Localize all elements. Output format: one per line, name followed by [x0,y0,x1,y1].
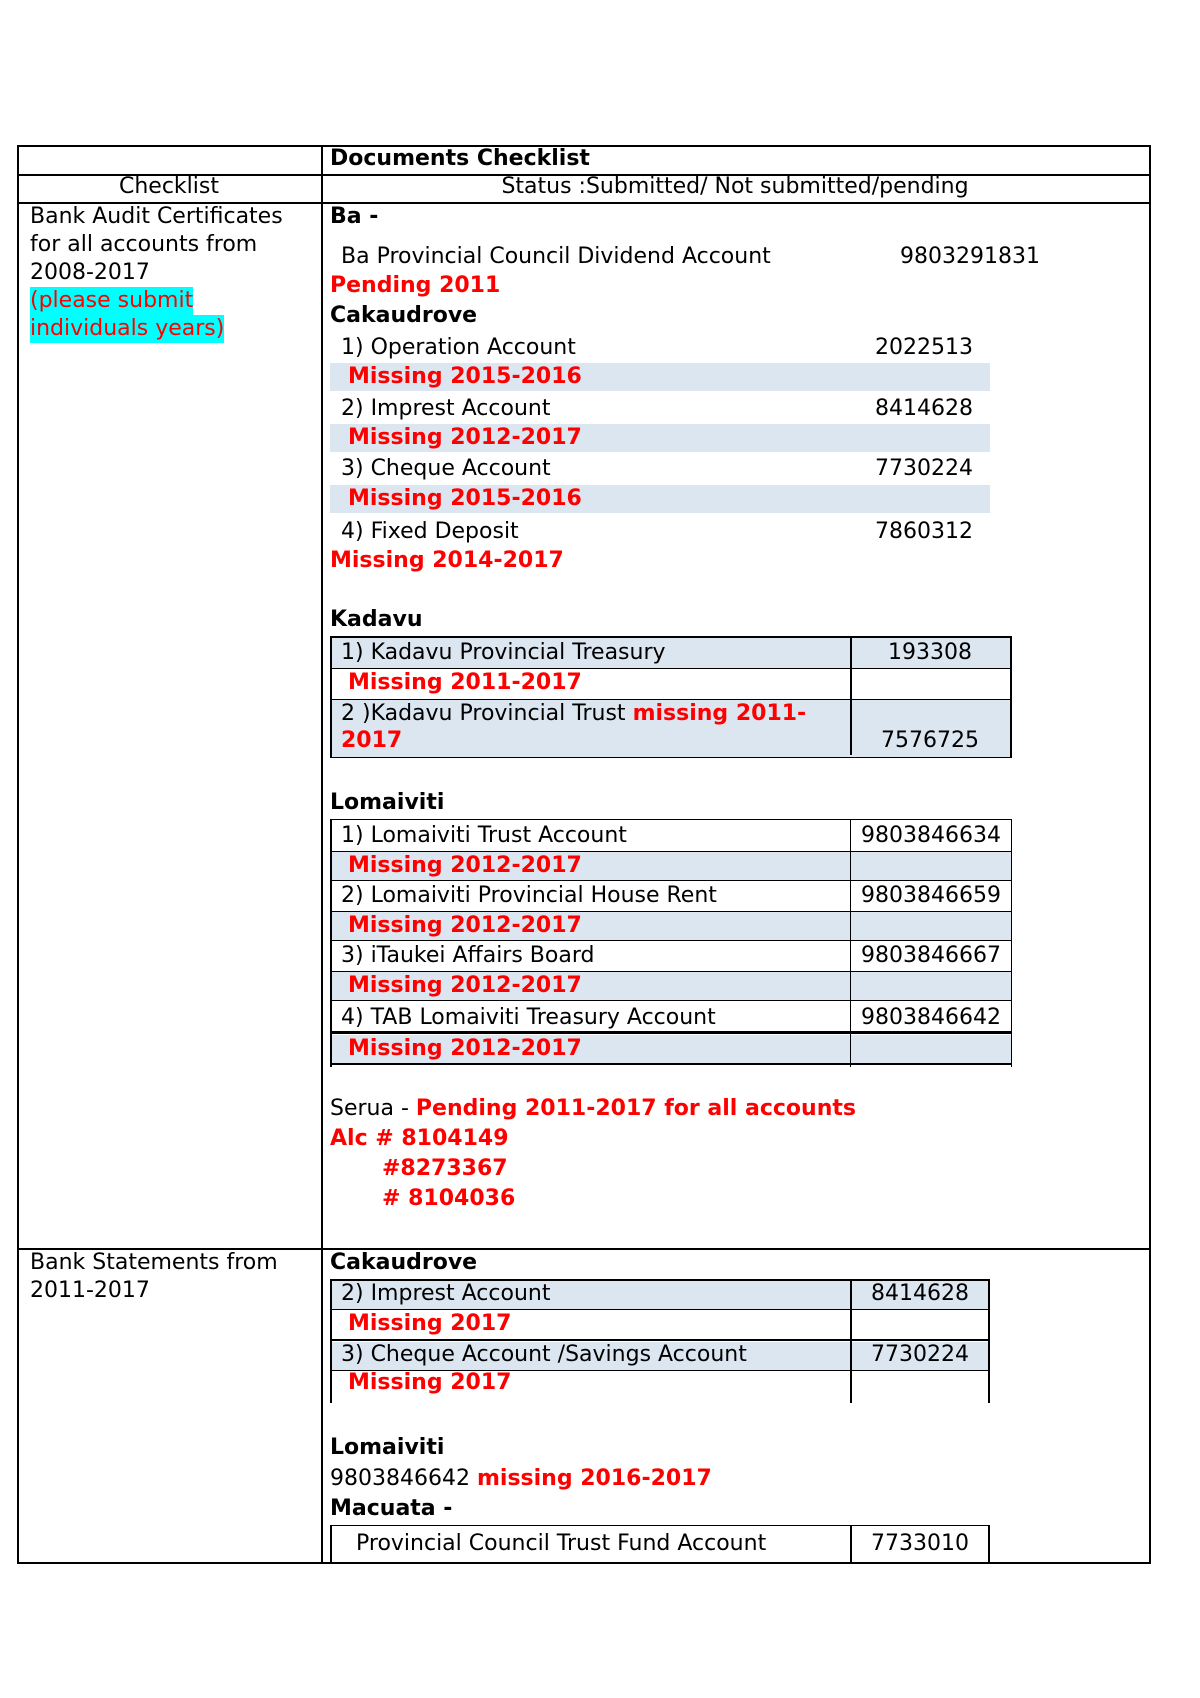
lomaiviti-item-name: 3) iTaukei Affairs Board [341,943,595,968]
section2-label-line1: Bank Statements from [30,1250,278,1275]
serua-status: Pending 2011-2017 for all accounts [415,1096,856,1121]
serua-account-line: #8273367 [382,1156,508,1181]
lomaiviti-item-number: 9803846634 [861,823,1001,848]
lomaiviti-item-status: Missing 2012-2017 [348,973,582,998]
kadavu-item-name: 1) Kadavu Provincial Treasury [341,640,666,665]
cakaudrove2-item-number: 7730224 [871,1342,969,1367]
lomaiviti-item-name: 4) TAB Lomaiviti Treasury Account [341,1005,716,1030]
section1-label-line3: 2008-2017 [30,260,150,285]
ba-account-number: 9803291831 [900,244,1040,269]
column-divider [321,147,323,1562]
kadavu-heading: Kadavu [330,607,423,632]
kadavu-item-number: 193308 [888,640,972,665]
macuata-account-number: 7733010 [871,1531,969,1556]
cakaudrove2-heading: Cakaudrove [330,1250,478,1275]
section1-label-line1: Bank Audit Certificates [30,204,283,229]
kadavu-item-name: 2 )Kadavu Provincial Trust [341,701,626,726]
section1-note-line1: (please submit [30,288,194,313]
row-divider [332,1000,1011,1001]
lomaiviti-item-name: 1) Lomaiviti Trust Account [341,823,627,848]
cakaudrove-item-name: 3) Cheque Account [341,456,551,481]
section1-note-line2: individuals years) [30,316,225,341]
lomaiviti-item-status: Missing 2012-2017 [348,853,582,878]
section2-label-line2: 2011-2017 [30,1278,150,1303]
ba-account-name: Ba Provincial Council Dividend Account [341,244,771,269]
lomaiviti2-status: missing 2016-2017 [476,1466,712,1491]
lomaiviti-item-status: Missing 2012-2017 [348,1036,582,1061]
lomaiviti-item-number: 9803846659 [861,883,1001,908]
cakaudrove-item-status: Missing 2015-2016 [348,364,582,389]
kadavu-item-number: 7576725 [881,728,979,753]
cakaudrove-item-name: 4) Fixed Deposit [341,519,519,544]
column-header-status: Status :Submitted/ Not submitted/pending [501,174,969,199]
lomaiviti-item-number: 9803846642 [861,1005,1001,1030]
kadavu-item-status-wrap: 2017 [341,728,403,753]
ba-heading: Ba - [330,204,379,229]
serua-account-line: Alc # 8104149 [330,1126,509,1151]
cakaudrove2-item-status: Missing 2017 [348,1370,512,1395]
page-title: Documents Checklist [330,146,590,171]
cakaudrove-item-status: Missing 2014-2017 [330,548,564,573]
kadavu-item-status: Missing 2011-2017 [348,670,582,695]
cakaudrove-heading: Cakaudrove [330,303,478,328]
cakaudrove-item-name: 2) Imprest Account [341,396,551,421]
cakaudrove2-item-number: 8414628 [871,1281,969,1306]
cakaudrove2-item-status: Missing 2017 [348,1311,512,1336]
lomaiviti-item-name: 2) Lomaiviti Provincial House Rent [341,883,717,908]
cakaudrove-item-status: Missing 2015-2016 [348,486,582,511]
cakaudrove2-item-name: 2) Imprest Account [341,1281,551,1306]
row-divider [332,1063,1011,1065]
serua-account-line: # 8104036 [382,1186,516,1211]
ba-status: Pending 2011 [330,273,501,298]
cakaudrove-item-name: 1) Operation Account [341,335,576,360]
row-divider [332,880,1011,881]
lomaiviti-heading: Lomaiviti [330,790,445,815]
cakaudrove-item-number: 8414628 [875,396,973,421]
lomaiviti2-number: 9803846642 [330,1466,470,1491]
macuata-heading: Macuata - [330,1496,453,1521]
cakaudrove-item-number: 2022513 [875,335,973,360]
lomaiviti-item-number: 9803846667 [861,943,1001,968]
serua-heading: Serua - [330,1096,409,1121]
lomaiviti-item-status: Missing 2012-2017 [348,913,582,938]
cakaudrove-item-number: 7860312 [875,519,973,544]
cakaudrove2-item-name: 3) Cheque Account /Savings Account [341,1342,747,1367]
section1-label-line2: for all accounts from [30,232,258,257]
macuata-account-name: Provincial Council Trust Fund Account [356,1531,767,1556]
cakaudrove-item-status: Missing 2012-2017 [348,425,582,450]
cakaudrove-item-number: 7730224 [875,456,973,481]
kadavu-item-status: missing 2011- [632,701,807,726]
column-header-checklist: Checklist [119,174,219,199]
row-divider [332,940,1011,941]
lomaiviti2-heading: Lomaiviti [330,1435,445,1460]
